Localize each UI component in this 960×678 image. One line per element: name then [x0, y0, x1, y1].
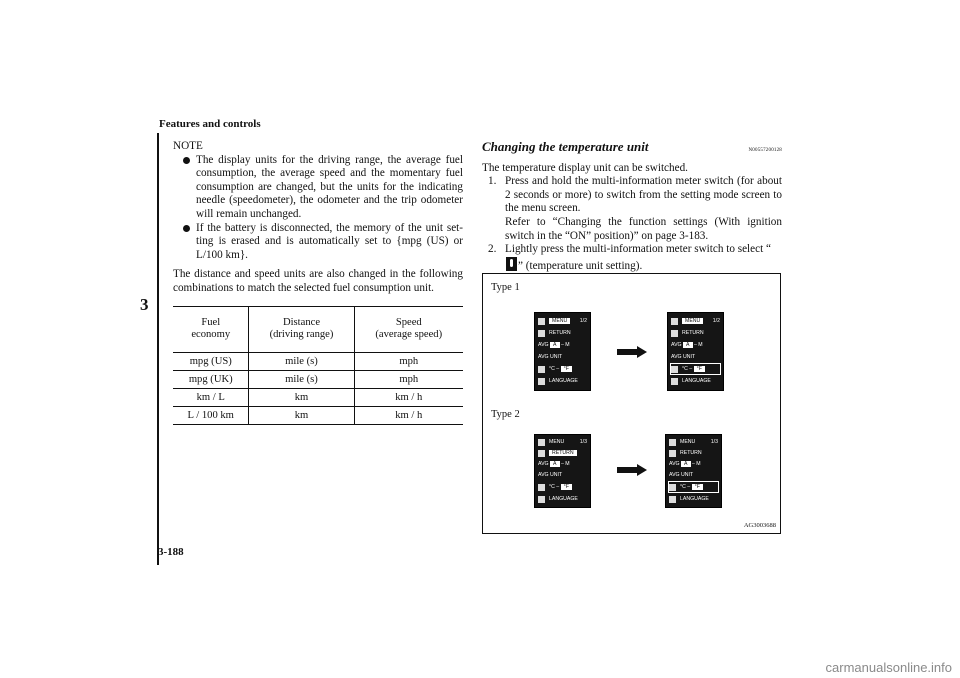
table-header: Fuel economy: [173, 306, 249, 352]
watermark: carmanualsonline.info: [825, 660, 952, 675]
table-cell: mph: [354, 370, 463, 388]
table-row: [173, 370, 463, 388]
return-icon: [538, 450, 545, 457]
table-cell: km / h: [354, 406, 463, 424]
note-bullet: [183, 222, 463, 263]
figure-label-type1: Type 1: [491, 282, 520, 293]
table-cell: mpg (UK): [173, 370, 249, 388]
type2-screen-before: MENU 1/3 RETURN AVG A – M AVG UNIT °C – °F LANGUAGE: [534, 434, 591, 508]
table-row: [173, 406, 463, 424]
return-icon: [538, 330, 545, 337]
menu-icon: [671, 318, 678, 325]
language-icon: [669, 496, 676, 503]
arrow-right-icon: [617, 346, 647, 358]
table-cell: mile (s): [249, 352, 354, 370]
units-table: [173, 306, 463, 425]
chapter-tab-line: [157, 133, 159, 565]
table-header: Speed (average speed): [354, 306, 463, 352]
section-code: N00557200128: [748, 148, 782, 153]
type2-screen-after: MENU 1/3 RETURN AVG A – M AVG UNIT °C – °F LANGUAGE: [665, 434, 722, 508]
section-intro: The temperature display unit can be switched.: [482, 161, 688, 174]
note-bullet-text: If the battery is disconnected, the memory of the unit set-ting is erased and is automatically set to {mpg (US) or L/100 km}.: [196, 221, 463, 261]
note-title: NOTE: [173, 140, 203, 152]
language-icon: [538, 496, 545, 503]
menu-icon: [669, 439, 676, 446]
section-title: Changing the temperature unit: [482, 139, 649, 154]
table-cell: km / L: [173, 388, 249, 406]
running-header: Features and controls: [159, 118, 261, 130]
return-icon: [669, 450, 676, 457]
table-row: [173, 352, 463, 370]
thermometer-icon: [538, 484, 545, 491]
figure-label-type2: Type 2: [491, 409, 520, 420]
page-number: 3-188: [158, 546, 184, 558]
left-column: [173, 140, 463, 425]
menu-icon: [538, 439, 545, 446]
thermometer-icon: [506, 257, 517, 271]
type1-screen-after: MENU 1/2 RETURN AVG A – M AVG UNIT °C – °F LANGUAGE: [667, 312, 724, 391]
table-cell: mpg (US): [173, 352, 249, 370]
step-number: 1.: [488, 175, 497, 188]
note-bullet-text: The display units for the driving range, the average fuel consumption, the average speed and the momentary fuel consumption are changed, but the units for the indicating needle (speedometer), the odometer and the trip odometer will remain unchanged.: [196, 153, 463, 220]
figure-code: AG3003688: [743, 522, 776, 529]
note-bullet: [183, 154, 463, 222]
type1-screen-before: MENU 1/2 RETURN AVG A – M AVG UNIT °C – °F LANGUAGE: [534, 312, 591, 391]
return-icon: [671, 330, 678, 337]
table-cell: mile (s): [249, 370, 354, 388]
step-reference: Refer to “Changing the function settings (With ignition switch in the “ON” position)” on page 3-183.: [505, 215, 782, 242]
step-item: [482, 243, 782, 273]
table-row: [173, 388, 463, 406]
step-number: 2.: [488, 243, 497, 256]
language-icon: [671, 378, 678, 385]
language-icon: [538, 378, 545, 385]
thermometer-icon: [538, 366, 545, 373]
bullet-dot-icon: [183, 225, 190, 232]
table-cell: km: [249, 406, 354, 424]
step-text: Lightly press the multi-information meter switch to select “ ” (temperature unit setting).: [505, 243, 771, 272]
table-cell: mph: [354, 352, 463, 370]
right-column: [482, 140, 782, 273]
table-header: Distance (driving range): [249, 306, 354, 352]
figure-box: [482, 273, 781, 534]
table-cell: km: [249, 388, 354, 406]
step-item: [482, 175, 782, 243]
thermometer-icon: [671, 366, 678, 373]
step-text: Press and hold the multi-information meter switch (for about 2 seconds or more) to switch from the setting mode screen to the menu screen. Refer to “Changing the function settings (With ignition switch in the “ON” position)” on page 3-183.: [505, 175, 782, 242]
table-cell: L / 100 km: [173, 406, 249, 424]
bullet-dot-icon: [183, 157, 190, 164]
section-heading: [482, 140, 782, 158]
chapter-tab-number: 3: [140, 295, 149, 314]
menu-icon: [538, 318, 545, 325]
table-cell: km / h: [354, 388, 463, 406]
units-intro: The distance and speed units are also changed in the following combinations to match the selected fuel consumption unit.: [173, 268, 463, 294]
thermometer-icon: [669, 484, 676, 491]
arrow-right-icon: [617, 464, 647, 476]
